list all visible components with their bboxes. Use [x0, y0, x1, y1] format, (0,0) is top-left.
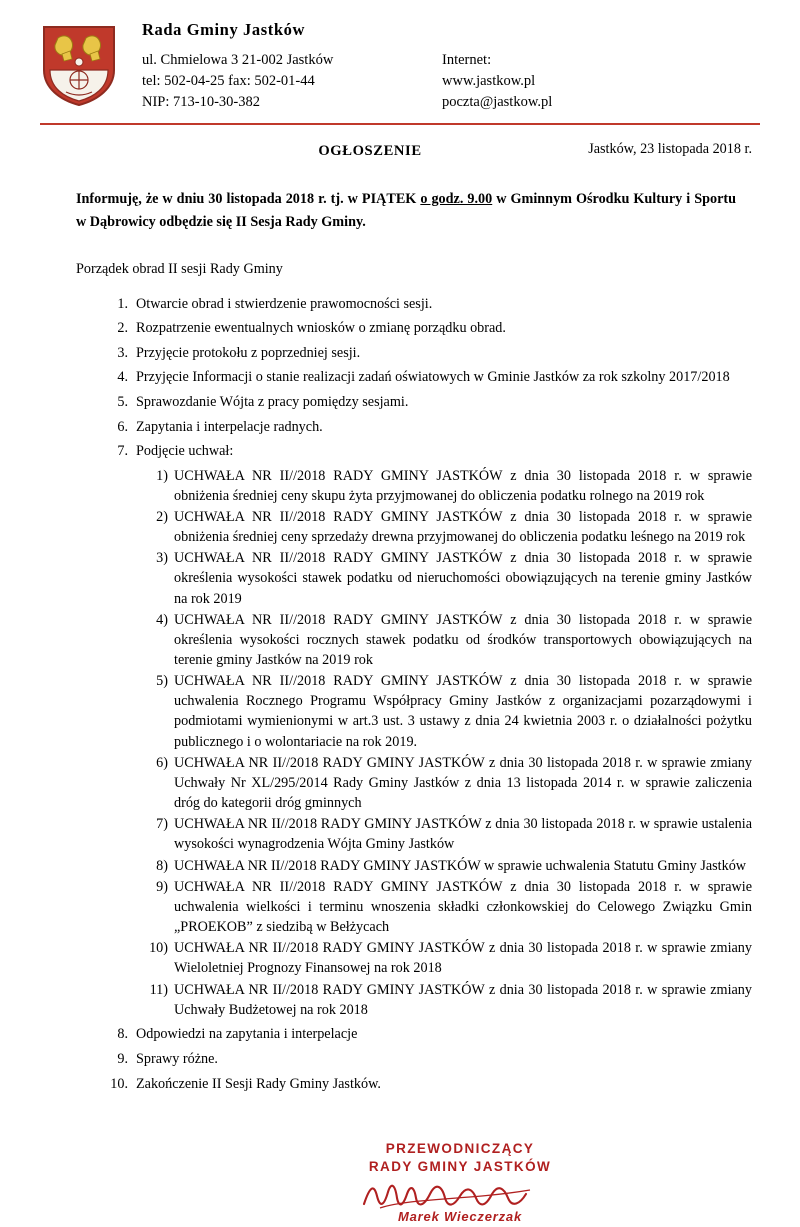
agenda-item-label: Podjęcie uchwał:: [136, 443, 234, 460]
agenda-item: Sprawy różne.: [136, 1050, 218, 1067]
resolution-item: UCHWAŁA NR II//2018 RADY GMINY JASTKÓW z dnia 30 listopada 2018 r. w sprawie uchwalenia Rocznego Programu Współpracy Gminy Jastków z organizacjami pozarządowymi i podmiotami wymienionymi w art.3 ust. 3 ustawy z dnia 24 kwietnia 2003 r. o działalności pożytku publicznego i o wolontariacie na rok 2019.: [174, 673, 752, 750]
resolution-item: UCHWAŁA NR II//2018 RADY GMINY JASTKÓW w sprawie uchwalenia Statutu Gminy Jastków: [174, 857, 747, 874]
resolution-item: UCHWAŁA NR II//2018 RADY GMINY JASTKÓW z dnia 30 listopada 2018 r. w sprawie zmiany Uchwały Nr XL/295/2014 Rady Gminy Jastków z dnia 13 listopada 2014 r. w sprawie zaliczenia dróg do kategorii dróg gminnych: [174, 754, 752, 812]
contact-row: [142, 50, 760, 113]
resolution-item: UCHWAŁA NR II//2018 RADY GMINY JASTKÓW z dnia 30 listopada 2018 r. w sprawie obniżenia średniej ceny skupu żyta przyjmowanej do obliczenia podatku rolnego na 2019 rok: [174, 467, 752, 504]
page-title: OGŁOSZENIE: [318, 143, 422, 160]
agenda-item: Otwarcie obrad i stwierdzenie prawomocności sesji.: [136, 295, 433, 312]
agenda-list: [48, 294, 752, 1094]
announcement-intro: [48, 188, 752, 233]
address-block: [142, 50, 442, 113]
email-link[interactable]: poczta@jastkow.pl: [442, 94, 553, 111]
resolution-item: UCHWAŁA NR II//2018 RADY GMINY JASTKÓW z dnia 30 listopada 2018 r. w sprawie określenia wysokości rocznych stawek podatku od środków transportowych obowiązujących na terenie gminy Jastków na 2019 rok: [174, 611, 752, 669]
agenda-item: Zapytania i interpelacje radnych.: [136, 418, 323, 435]
resolution-item: UCHWAŁA NR II//2018 RADY GMINY JASTKÓW z dnia 30 listopada 2018 r. w sprawie zmiany Uchwały Budżetowej na rok 2018: [174, 981, 752, 1018]
resolution-item: UCHWAŁA NR II//2018 RADY GMINY JASTKÓW z dnia 30 listopada 2018 r. w sprawie uchwalenia wielkości i terminu wnoszenia składki członkowskiej do Celowego Związku Gmin „PROEKOB” z siedzibą w Bełżycach: [174, 878, 752, 936]
document-body: [0, 139, 800, 1227]
website-link[interactable]: www.jastkow.pl: [442, 73, 536, 90]
resolution-item: UCHWAŁA NR II//2018 RADY GMINY JASTKÓW z dnia 30 listopada 2018 r. w sprawie zmiany Wieloletniej Prognozy Finansowej na rok 2018: [174, 940, 752, 977]
header-text-block: [118, 18, 760, 113]
agenda-item: Przyjęcie Informacji o stanie realizacji zadań oświatowych w Gminie Jastków za rok szkolny 2017/2018: [136, 369, 730, 386]
address-line-1: ul. Chmielowa 3 21-002 Jastków: [142, 52, 334, 68]
address-line-3: NIP: 713-10-30-382: [142, 94, 261, 111]
coat-of-arms-icon: [40, 24, 118, 108]
agenda-item-resolutions: [106, 441, 752, 1019]
agenda-item: Rozpatrzenie ewentualnych wniosków o zmianę porządku obrad.: [136, 320, 506, 337]
agenda-heading: Porządek obrad II sesji Rady Gminy: [76, 261, 283, 278]
resolution-item: UCHWAŁA NR II//2018 RADY GMINY JASTKÓW z dnia 30 listopada 2018 r. w sprawie obniżenia średniej ceny sprzedaży drewna przyjmowanej do obliczenia podatku leśnego na 2019 rok: [174, 508, 752, 546]
internet-label: Internet:: [442, 52, 492, 68]
signature-block: [48, 1140, 752, 1227]
address-line-2: tel: 502-04-25 fax: 502-01-44: [142, 73, 315, 90]
handwritten-signature-icon: [168, 1178, 752, 1212]
intro-time-underlined: o godz. 9.00: [420, 190, 493, 207]
resolution-item: UCHWAŁA NR II//2018 RADY GMINY JASTKÓW z dnia 30 listopada 2018 r. w sprawie ustalenia wysokości wynagrodzenia Wójta Gminy Jastków: [174, 816, 752, 853]
signature-role-line-2: RADY GMINY JASTKÓW: [368, 1159, 552, 1175]
internet-block: [442, 50, 552, 113]
place-and-date: Jastków, 23 listopada 2018 r.: [588, 141, 752, 158]
document-header: [0, 0, 800, 113]
agenda-item: Przyjęcie protokołu z poprzedniej sesji.: [136, 344, 361, 361]
resolutions-list: [136, 466, 752, 1020]
agenda-item: Zakończenie II Sesji Rady Gminy Jastków.: [136, 1075, 381, 1092]
agenda-item: Sprawozdanie Wójta z pracy pomiędzy sesjami.: [136, 394, 409, 411]
intro-text-before: Informuję, że w dniu 30 listopada 2018 r. tj. w PIĄTEK: [76, 190, 421, 207]
signatory-name: Marek Wieczerzak: [398, 1209, 522, 1225]
organization-title: Rada Gminy Jastków: [142, 20, 305, 39]
signature-role-line-1: PRZEWODNICZĄCY: [385, 1140, 535, 1156]
resolution-item: UCHWAŁA NR II//2018 RADY GMINY JASTKÓW z dnia 30 listopada 2018 r. w sprawie określenia wysokości stawek podatku od nieruchomości obowiązujących na terenie gminy Jastków na rok 2019: [174, 550, 752, 607]
intro-text-after: w Gminnym Ośrodku Kultury i Sportu w Dąbrowicy odbędzie się II Sesja Rady Gminy.: [76, 190, 736, 230]
agenda-item: Odpowiedzi na zapytania i interpelacje: [136, 1026, 358, 1043]
header-divider: [40, 123, 760, 125]
